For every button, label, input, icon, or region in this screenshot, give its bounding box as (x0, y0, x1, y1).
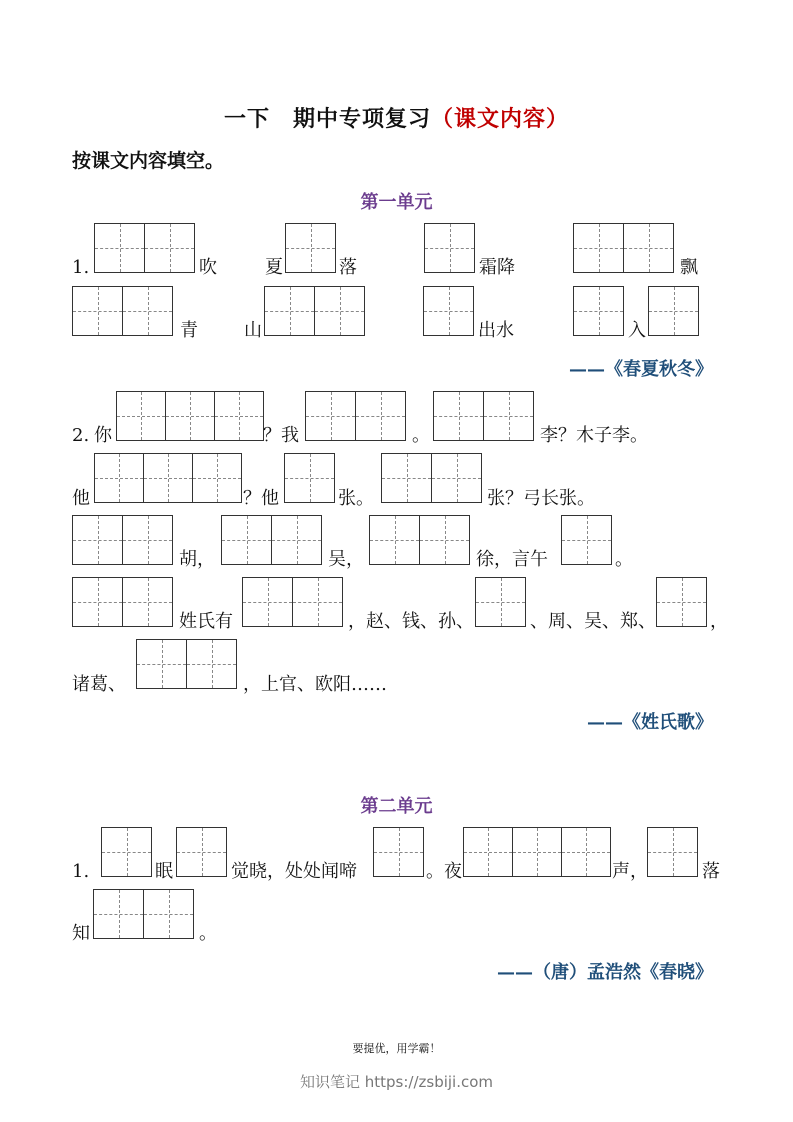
unit1-heading: 第一单元 (360, 192, 433, 213)
footer-watermark: 知识笔记 https://zsbiji.com (299, 1073, 494, 1091)
answer-box[interactable] (285, 223, 336, 273)
answer-box[interactable] (463, 827, 611, 877)
answer-box[interactable] (305, 391, 406, 441)
u2q1-number: 1. (72, 861, 90, 882)
u1q1-text: 吹 (199, 257, 217, 278)
u1q1-text: 夏 (265, 257, 283, 278)
u2q1-text: 。 (199, 923, 217, 944)
u1q1-text: 山 (244, 320, 262, 341)
answer-box[interactable] (242, 577, 343, 627)
answer-box[interactable] (424, 223, 475, 273)
answer-box[interactable] (475, 577, 526, 627)
source-citation: ——（唐）孟浩然《春晓》 (497, 962, 713, 983)
answer-box[interactable] (573, 286, 624, 336)
u1q2-text: 吴， (328, 549, 364, 570)
answer-box[interactable] (561, 515, 612, 565)
u1q1-text: 青 (180, 320, 198, 341)
u2q1-text: 落 (702, 861, 720, 882)
answer-box[interactable] (373, 827, 424, 877)
u1q2-text: 张。 (338, 488, 374, 509)
u1q2-text: 徐，言午 (476, 549, 548, 570)
u1q1-text: 落 (339, 257, 357, 278)
answer-box[interactable] (94, 223, 195, 273)
u1q2-text: ，赵、钱、孙、 (348, 611, 474, 632)
answer-box[interactable] (573, 223, 674, 273)
u1q2-text: 姓氏有 (179, 611, 233, 632)
source-citation: ——《春夏秋冬》 (569, 359, 713, 380)
u1q2-number: 2. (72, 425, 90, 446)
u2q1-text: 知 (72, 923, 90, 944)
answer-box[interactable] (369, 515, 470, 565)
u1q2-text: 张？弓长张。 (487, 488, 595, 509)
unit2-heading: 第二单元 (360, 796, 433, 817)
instruction: 按课文内容填空。 (72, 150, 225, 172)
u1q1-text: 入 (628, 320, 646, 341)
answer-box[interactable] (94, 453, 242, 503)
answer-box[interactable] (72, 286, 173, 336)
page-title: 一下 期中专项复习（课文内容） (223, 106, 570, 132)
answer-box[interactable] (647, 827, 698, 877)
answer-box[interactable] (656, 577, 707, 627)
u1q2-text: ， (710, 611, 728, 632)
u1q2-text: 诸葛、 (72, 674, 126, 695)
answer-box[interactable] (101, 827, 152, 877)
u1q1-text: 霜降 (479, 257, 515, 278)
u1q2-text: ？他 (243, 488, 279, 509)
answer-box[interactable] (423, 286, 474, 336)
u1q2-text: 李？木子李。 (540, 425, 648, 446)
u1q1-number: 1. (72, 257, 90, 278)
answer-box[interactable] (116, 391, 264, 441)
u1q2-text: 、周、吴、郑、 (530, 611, 656, 632)
u2q1-text: 声， (612, 861, 648, 882)
u1q2-text: ，上官、欧阳…… (243, 674, 387, 695)
answer-box[interactable] (72, 515, 173, 565)
u1q2-text: 。 (615, 549, 633, 570)
u1q1-text: 出水 (478, 320, 514, 341)
answer-box[interactable] (381, 453, 482, 503)
u2q1-text: 。夜 (426, 861, 462, 882)
answer-box[interactable] (221, 515, 322, 565)
answer-box[interactable] (176, 827, 227, 877)
u1q1-text: 飘 (680, 257, 698, 278)
u2q1-text: 眠 (155, 861, 173, 882)
answer-box[interactable] (136, 639, 237, 689)
u2q1-text: 觉晓，处处闻啼 (231, 861, 357, 882)
answer-box[interactable] (284, 453, 335, 503)
answer-box[interactable] (264, 286, 365, 336)
u1q2-text: 胡， (179, 549, 215, 570)
answer-box[interactable] (72, 577, 173, 627)
footer-slogan: 要提优，用学霸！ (352, 1042, 441, 1055)
answer-box[interactable] (433, 391, 534, 441)
u1q2-text: 你 (94, 425, 112, 446)
u1q2-text: 他 (72, 488, 90, 509)
u1q2-text: ？我 (263, 425, 299, 446)
answer-box[interactable] (93, 889, 194, 939)
u1q2-text: 。 (412, 425, 430, 446)
answer-box[interactable] (648, 286, 699, 336)
source-citation: ——《姓氏歌》 (587, 712, 713, 733)
